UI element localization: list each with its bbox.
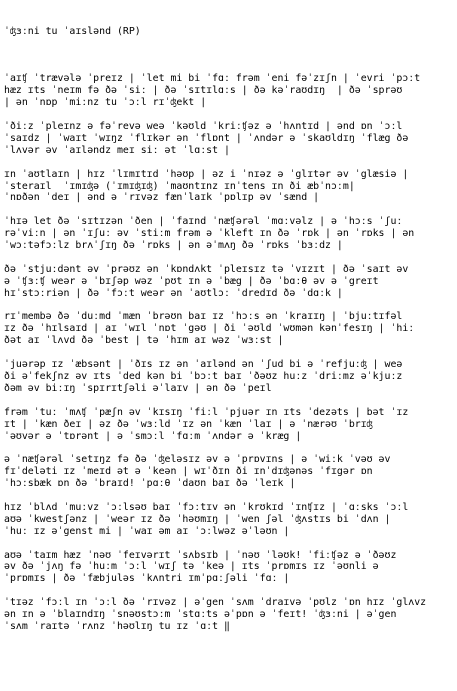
stanza-line: ɪz ðə ˈhɪlsaɪd | aɪ ˈwɪl ˈnɒt ˈgəʊ | ði ˈəʊld ˈwʊmən kənˈfesɪŋ | ˈhiː: [4, 323, 415, 335]
stanza: [4, 454, 453, 490]
stanza-line: ði əˈfekʃnz əv ɪts ˈded kən bi ˈbɔːt baɪ ˈðəʊz huːz ˈdriːmz əˈkjuːz: [4, 370, 403, 382]
stanza-line: ðət aɪ ˈlʌvd ðə ˈbest | tə ˈhɪm aɪ wəz ˈwɜːst |: [4, 335, 284, 347]
stanza-line: rɪˈmembə ðə ˈduːmd ˈmæn ˈbrəʊn baɪ ɪz ˈhɔːs ən ˈkraɪɪŋ | ˈbjuːtɪfəl: [4, 311, 403, 323]
stanza-line: ˈəʊvər ə ˈtɒrənt | ə ˈsmɔːl ˈfɑːm ˈʌndər ə ˈkræg |: [4, 430, 302, 442]
stanza-line: ˈnɒðən ˈdeɪ | ənd ə ˈrɪvəz fænˈlaɪk ˈpɒlɪp əv ˈsænd |: [4, 192, 320, 204]
stanza: [4, 597, 453, 633]
stanza-line: ˈhɪə let ðə ˈsɪtɪzən ˈðen | ˈfaɪnd ˈnæʧərəl ˈmɑːvəlz | ə ˈhɔːs ˈʃuː: [4, 216, 403, 228]
stanza-line: ə ˈnæʧərəl ˈsetɪŋz fə ðə ˈʤeləsɪz əv ə ˈprɒvɪns | ə ˈwiːk ˈvəʊ əv: [4, 454, 391, 466]
stanza-line: ˈaɪʧ ˈtrævələ ˈpreɪz | ˈlet mi bi ˈfɑː frəm ˈeni fəˈzɪʃn | ˈevri ˈpɔːt: [4, 73, 421, 85]
stanza-line: ˈðiːz ˈpleɪnz ə fəˈrevə weə ˈkəʊld ˈkriːʧəz ə ˈhʌntɪd | ənd ɒn ˈɔːl: [4, 121, 403, 133]
stanza: [4, 407, 453, 443]
stanza-line: ˈsaɪdz | ˈwaɪt ˈwɪŋz ˈflɪkər ən ˈflɒnt | ˈʌndər ə ˈskaʊldɪŋ ˈflæg ðə: [4, 132, 409, 144]
stanza-line: ˈtɪəz ˈfɔːl ɪn ˈɔːl ðə ˈrɪvəz | əˈgen ˈsʌm ˈdraɪvə ˈpʊlz ˈɒn hɪz ˈglʌvz: [4, 597, 427, 609]
stanza-line: ðə ˈstjuːdənt əv ˈprəʊz ən ˈkɒndʌkt ˈpleɪsɪz tə ˈvɪzɪt | ðə ˈsaɪt əv: [4, 263, 409, 275]
stanza: [4, 550, 453, 586]
poem-title: ˈʤɜːni tu ˈaɪslənd (RP): [4, 25, 141, 37]
stanza-line: ˈlʌvər əv ˈaɪləndz meɪ siː ət ˈlɑːst |: [4, 144, 230, 156]
stanza-line: ˈsteraɪl ˈɪmɪʤə (ˈɪmɪʤɪʤ) ˈmaʊntɪnz ɪnˈtens ɪn ði æbˈnɔːm|: [4, 180, 355, 192]
stanza: [4, 502, 453, 538]
stanza: [4, 359, 453, 395]
stanza-line: ˈwɔːtəfɔːlz brʌˈʃɪŋ ðə ˈrɒks | ən əˈmʌŋ ðə ˈrɒks ˈbɜːdz |: [4, 240, 343, 252]
stanza-line: ɪn ˈaʊtlaɪn | hɪz ˈlɪmɪtɪd ˈhəʊp | əz i ˈnɪəz ə ˈglɪtər əv ˈglæsiə |: [4, 168, 409, 180]
stanza-line: ðəm əv biːɪŋ ˈspɪrɪtʃəli əˈlaɪv | ən ðə ˈpeɪl: [4, 382, 272, 394]
stanza-line: ˈprɒmɪs | ðə ˈfæbjuləs ˈkʌntri ɪmˈpɑːʃəli ˈfɑː |: [4, 573, 290, 585]
stanza-line: ɪt | ˈkæn ðeɪ | əz ðə ˈwɜːld ˈɪz ən ˈkæn ˈlaɪ | ə ˈnærəʊ ˈbrɪʤ: [4, 418, 373, 430]
stanza-line: ˈhɔːsbæk ɒn ðə ˈbraɪd! ˈpɑːθ ˈdaʊn baɪ ðə ˈleɪk |: [4, 478, 296, 490]
stanza-line: ˈhuː ɪz əˈgenst mi | ˈwaɪ əm aɪ ˈɔːlwəz əˈləʊn |: [4, 525, 290, 537]
stanza-line: hɪz ˈblʌd ˈmuːvz ˈɔːlsəʊ baɪ ˈfɔːtɪv ən ˈkrʊkɪd ˈɪnʧɪz | ˈɑːsks ˈɔːl: [4, 501, 409, 513]
stanza-line: | ən ˈnɒp ˈmiːnz tu ˈɔːl rɪˈʤekt |: [4, 97, 207, 109]
stanza-line: frəm ˈtuː ˈmʌʧ ˈpæʃn əv ˈkɪsɪŋ ˈfiːl ˈpjuər ɪn ɪts ˈdezəts | bət ˈɪz: [4, 406, 409, 418]
stanza-line: hɪˈstɔːriən | ðə ˈfɔːt weər ən ˈaʊtlɔː ˈdredɪd ðə ˈdɑːk |: [4, 287, 343, 299]
stanza: [4, 264, 453, 300]
stanza: [4, 121, 453, 157]
stanza-line: ˈjuərəp ɪz ˈæbsənt | ˈðɪs ɪz ən ˈaɪlənd ən ˈʃud bi ə ˈrefjuːʤ | weə: [4, 359, 403, 371]
stanza-line: ə ˈʧɜːʧ weər ə ˈbɪʃəp wəz ˈpʊt ɪn ə ˈbæg | ðə ˈbɑːθ əv ə ˈgreɪt: [4, 275, 379, 287]
stanza-container: [4, 73, 453, 632]
stanza-line: ən ɪn ə ˈblaɪndɪŋ ˈsnəʊstɔːm ˈstɑːts əˈpɒn ə ˈfeɪt! ˈʤɜːni | əˈgen: [4, 609, 397, 621]
stanza: [4, 216, 453, 252]
stanza-line: hæz ɪts ˈneɪm fə ðə ˈsiː | ðə ˈsɪtɪlɑːs | ðə kəˈraʊdɪŋ | ðə ˈsprəʊ: [4, 85, 403, 97]
stanza-line: ˈsʌm ˈraɪtə ˈrʌnz ˈhəʊlɪŋ tu ɪz ˈɑːt ‖: [4, 620, 230, 632]
stanza: [4, 169, 453, 205]
stanza-line: rəˈviːn | ən ˈɪʃuː əv ˈstiːm frəm ə ˈkleft ɪn ðə ˈrɒk | ən ˈrɒks | ən: [4, 228, 415, 240]
stanza-line: fɪˈdeləti ɪz ˈmeɪd ət ə ˈkeən | wɪˈðɪn ði ɪnˈdɪʤənəs ˈfɪgər ɒn: [4, 466, 373, 478]
stanza-line: aʊə ˈtaɪm hæz ˈnəʊ ˈfeɪvərɪt ˈsʌbsɪb | ˈnəʊ ˈləʊk! ˈfiːʧəz ə ˈðəʊz: [4, 549, 397, 561]
poem-document: [4, 2, 453, 645]
stanza: [4, 311, 453, 347]
stanza-line: aʊə ˈkwestʃənz | ˈweər ɪz ðə ˈhəʊmɪŋ | ˈwen ʃəl ˈʤʌstɪs bi ˈdʌn |: [4, 513, 391, 525]
stanza-line: əv ðə ˈjʌŋ fə ˈhuːm ˈɔːl ˈwɪʃ tə ˈkeə | ɪts ˈprɒmɪs ɪz ˈəʊnli ə: [4, 561, 379, 573]
stanza: [4, 73, 453, 109]
